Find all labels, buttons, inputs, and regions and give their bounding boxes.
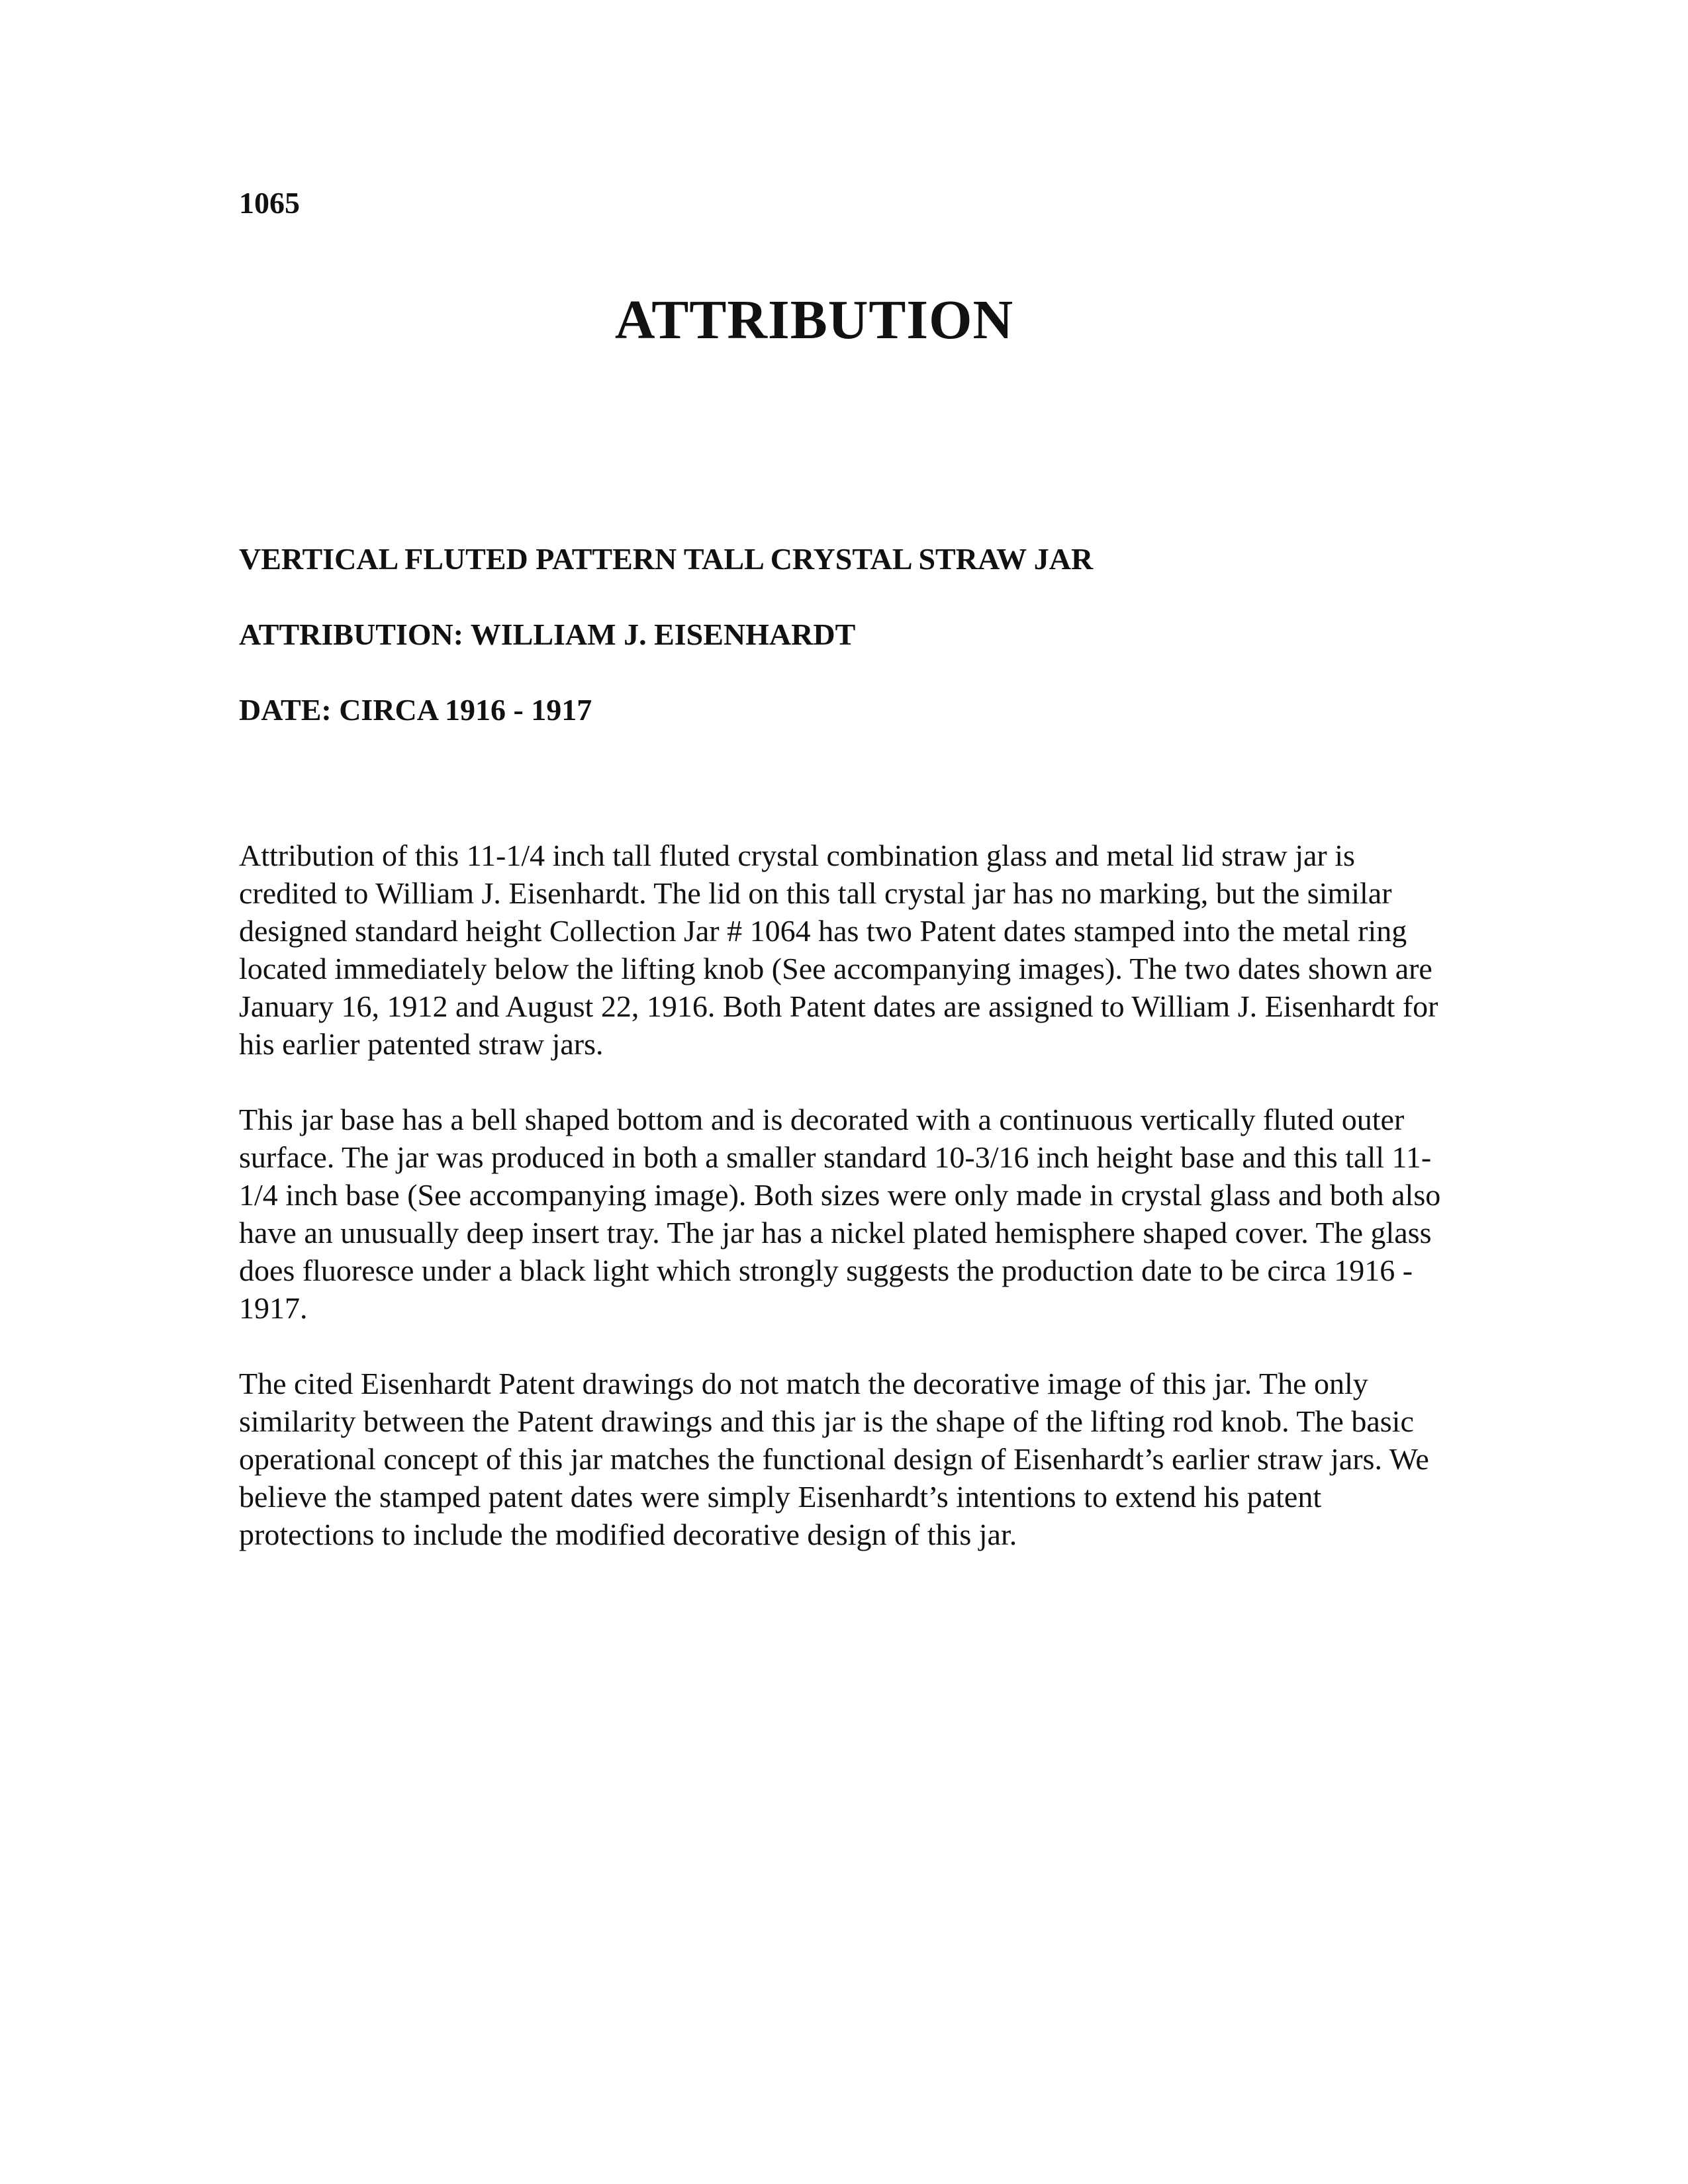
subject-heading: VERTICAL FLUTED PATTERN TALL CRYSTAL STRAW JAR (239, 542, 1094, 576)
page-number: 1065 (239, 186, 300, 220)
paragraph-patent-notes: The cited Eisenhardt Patent drawings do not match the decorative image of this jar. The only similarity between the Patent drawings and this jar is the shape of the lifting rod knob. The basic operational concept of this jar matches the functional design of Eisenhardt’s earlier straw jars. We believe the stamped patent dates were simply Eisenhardt’s intentions to extend his patent protections to include the modified decorative design of this jar. (239, 1367, 1429, 1551)
page-title: ATTRIBUTION (614, 289, 1014, 351)
paragraph-attribution: Attribution of this 11-1/4 inch tall fluted crystal combination glass and metal lid straw jar is credited to William J. Eisenhardt. The lid on this tall crystal jar has no marking, but the similar designed standard height Collection Jar # 1064 has two Patent dates stamped into the metal ring located immediately below the lifting knob (See accompanying images). The two dates shown are January 16, 1912 and August 22, 1916. Both Patent dates are assigned to William J. Eisenhardt for his earlier patented straw jars. (239, 839, 1438, 1061)
body-text (239, 837, 1444, 1591)
date-heading: DATE: CIRCA 1916 - 1917 (239, 693, 592, 727)
attribution-heading: ATTRIBUTION: WILLIAM J. EISENHARDT (239, 617, 856, 651)
paragraph-description: This jar base has a bell shaped bottom and is decorated with a continuous vertically fluted outer surface. The jar was produced in both a smaller standard 10-3/16 inch height base and this tall 11-1/4 inch base (See accompanying image). Both sizes were only made in crystal glass and both also have an unusually deep insert tray. The jar has a nickel plated hemisphere shaped cover. The glass does fluoresce under a black light which strongly suggests the production date to be circa 1916 - 1917. (239, 1103, 1441, 1325)
